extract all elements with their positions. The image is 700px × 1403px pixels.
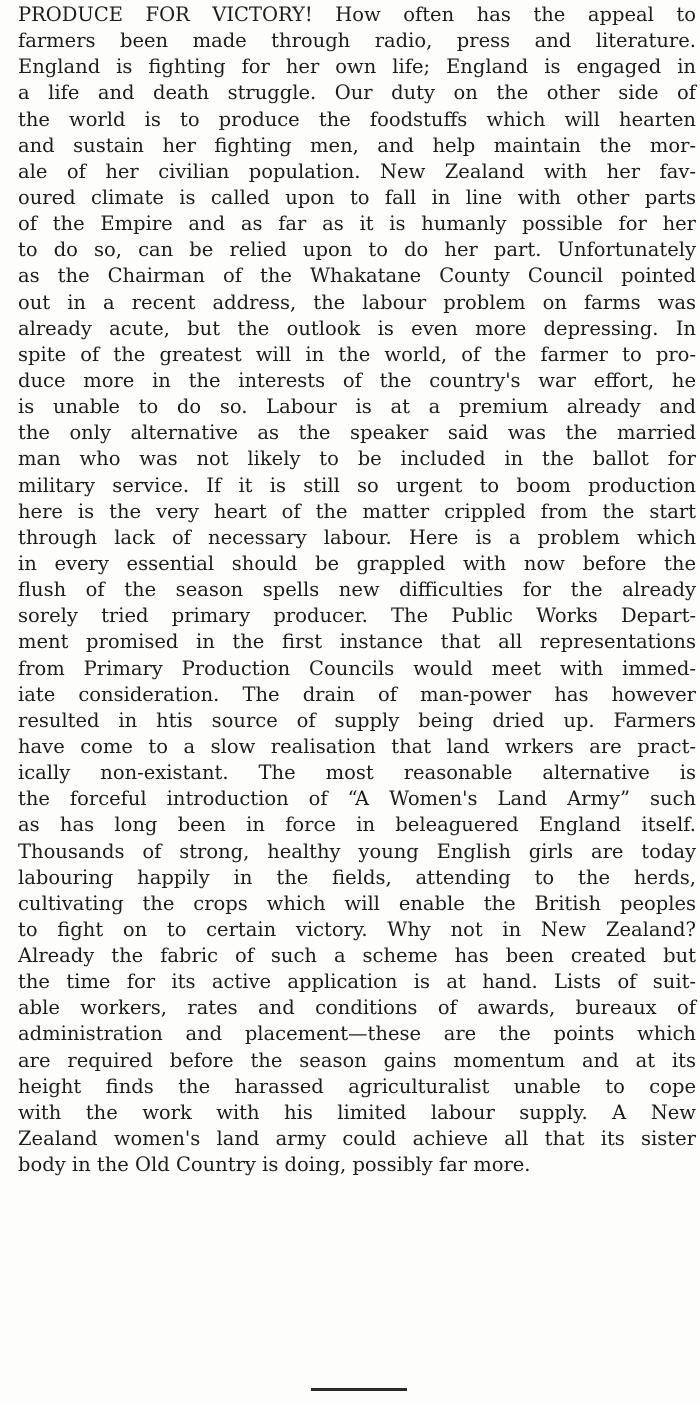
text-line: are required before the season gains momentum and at its [18,1048,696,1072]
text-line: spite of the greatest will in the world, of the farmer to pro- [18,342,696,366]
text-line: is unable to do so. Labour is at a premium already and [18,395,696,419]
text-line: a life and death struggle. Our duty on the other side of [18,81,696,105]
text-line: England is fighting for her own life; England is engaged in [18,55,696,79]
text-line: the forceful introduction of “A Women's Land Army” such [18,787,696,811]
text-line: to fight on to certain victory. Why not in New Zealand? [18,917,696,941]
text-line: administration and placement—these are the points which [18,1022,696,1046]
text-line: in every essential should be grappled with now before the [18,551,696,575]
article-text [18,2,696,1178]
text-line: ment promised in the first instance that all representations [18,630,696,654]
text-line: the world is to produce the foodstuffs which will hearten [18,107,696,131]
text-line: Zealand women's land army could achieve all that its sister [18,1127,696,1151]
text-line: as the Chairman of the Whakatane County Council pointed [18,264,696,288]
text-line: the only alternative as the speaker said was the married [18,421,696,445]
section-divider [311,1388,407,1391]
text-line: flush of the season spells new difficulties for the already [18,578,696,602]
text-line: duce more in the interests of the country's war effort, he [18,368,696,392]
text-line: resulted in htis source of supply being dried up. Farmers [18,708,696,732]
text-line: through lack of necessary labour. Here is a problem which [18,525,696,549]
text-line: of the Empire and as far as it is humanly possible for her [18,212,696,236]
text-line: Already the fabric of such a scheme has been created but [18,944,696,968]
text-line: military service. If it is still so urgent to boom production [18,473,696,497]
text-line: iate consideration. The drain of man-power has however [18,682,696,706]
text-line: PRODUCE FOR VICTORY! How often has the appeal to [18,3,696,26]
text-line: Thousands of strong, healthy young English girls are today [18,839,696,863]
text-line: ale of her civilian population. New Zealand with her fav- [18,159,696,183]
text-line: out in a recent address, the labour problem on farms was [18,290,696,314]
text-line: man who was not likely to be included in the ballot for [18,447,696,471]
text-line: height finds the harassed agriculturalist unable to cope [18,1074,696,1098]
text-line: here is the very heart of the matter crippled from the start [18,499,696,523]
text-line: from Primary Production Councils would meet with immed- [18,656,696,680]
text-line: have come to a slow realisation that land wrkers are pract- [18,734,696,758]
text-line: already acute, but the outlook is even more depressing. In [18,316,696,340]
text-line: labouring happily in the fields, attending to the herds, [18,865,696,889]
text-line: cultivating the crops which will enable the British peoples [18,891,696,915]
text-line: able workers, rates and conditions of awards, bureaux of [18,996,696,1020]
text-line: the time for its active application is at hand. Lists of suit- [18,970,696,994]
text-line: to do so, can be relied upon to do her part. Unfortunately [18,238,696,262]
text-line: farmers been made through radio, press and literature. [18,29,696,53]
text-line: body in the Old Country is doing, possibly far more. [18,1153,531,1177]
text-line: ically non-existant. The most reasonable alternative is [18,761,696,785]
text-line: as has long been in force in beleaguered England itself. [18,813,696,837]
text-line: and sustain her fighting men, and help maintain the mor- [18,133,696,157]
text-line: sorely tried primary producer. The Public Works Depart- [18,604,696,628]
text-line: oured climate is called upon to fall in line with other parts [18,185,696,209]
text-line: with the work with his limited labour supply. A New [18,1100,696,1124]
